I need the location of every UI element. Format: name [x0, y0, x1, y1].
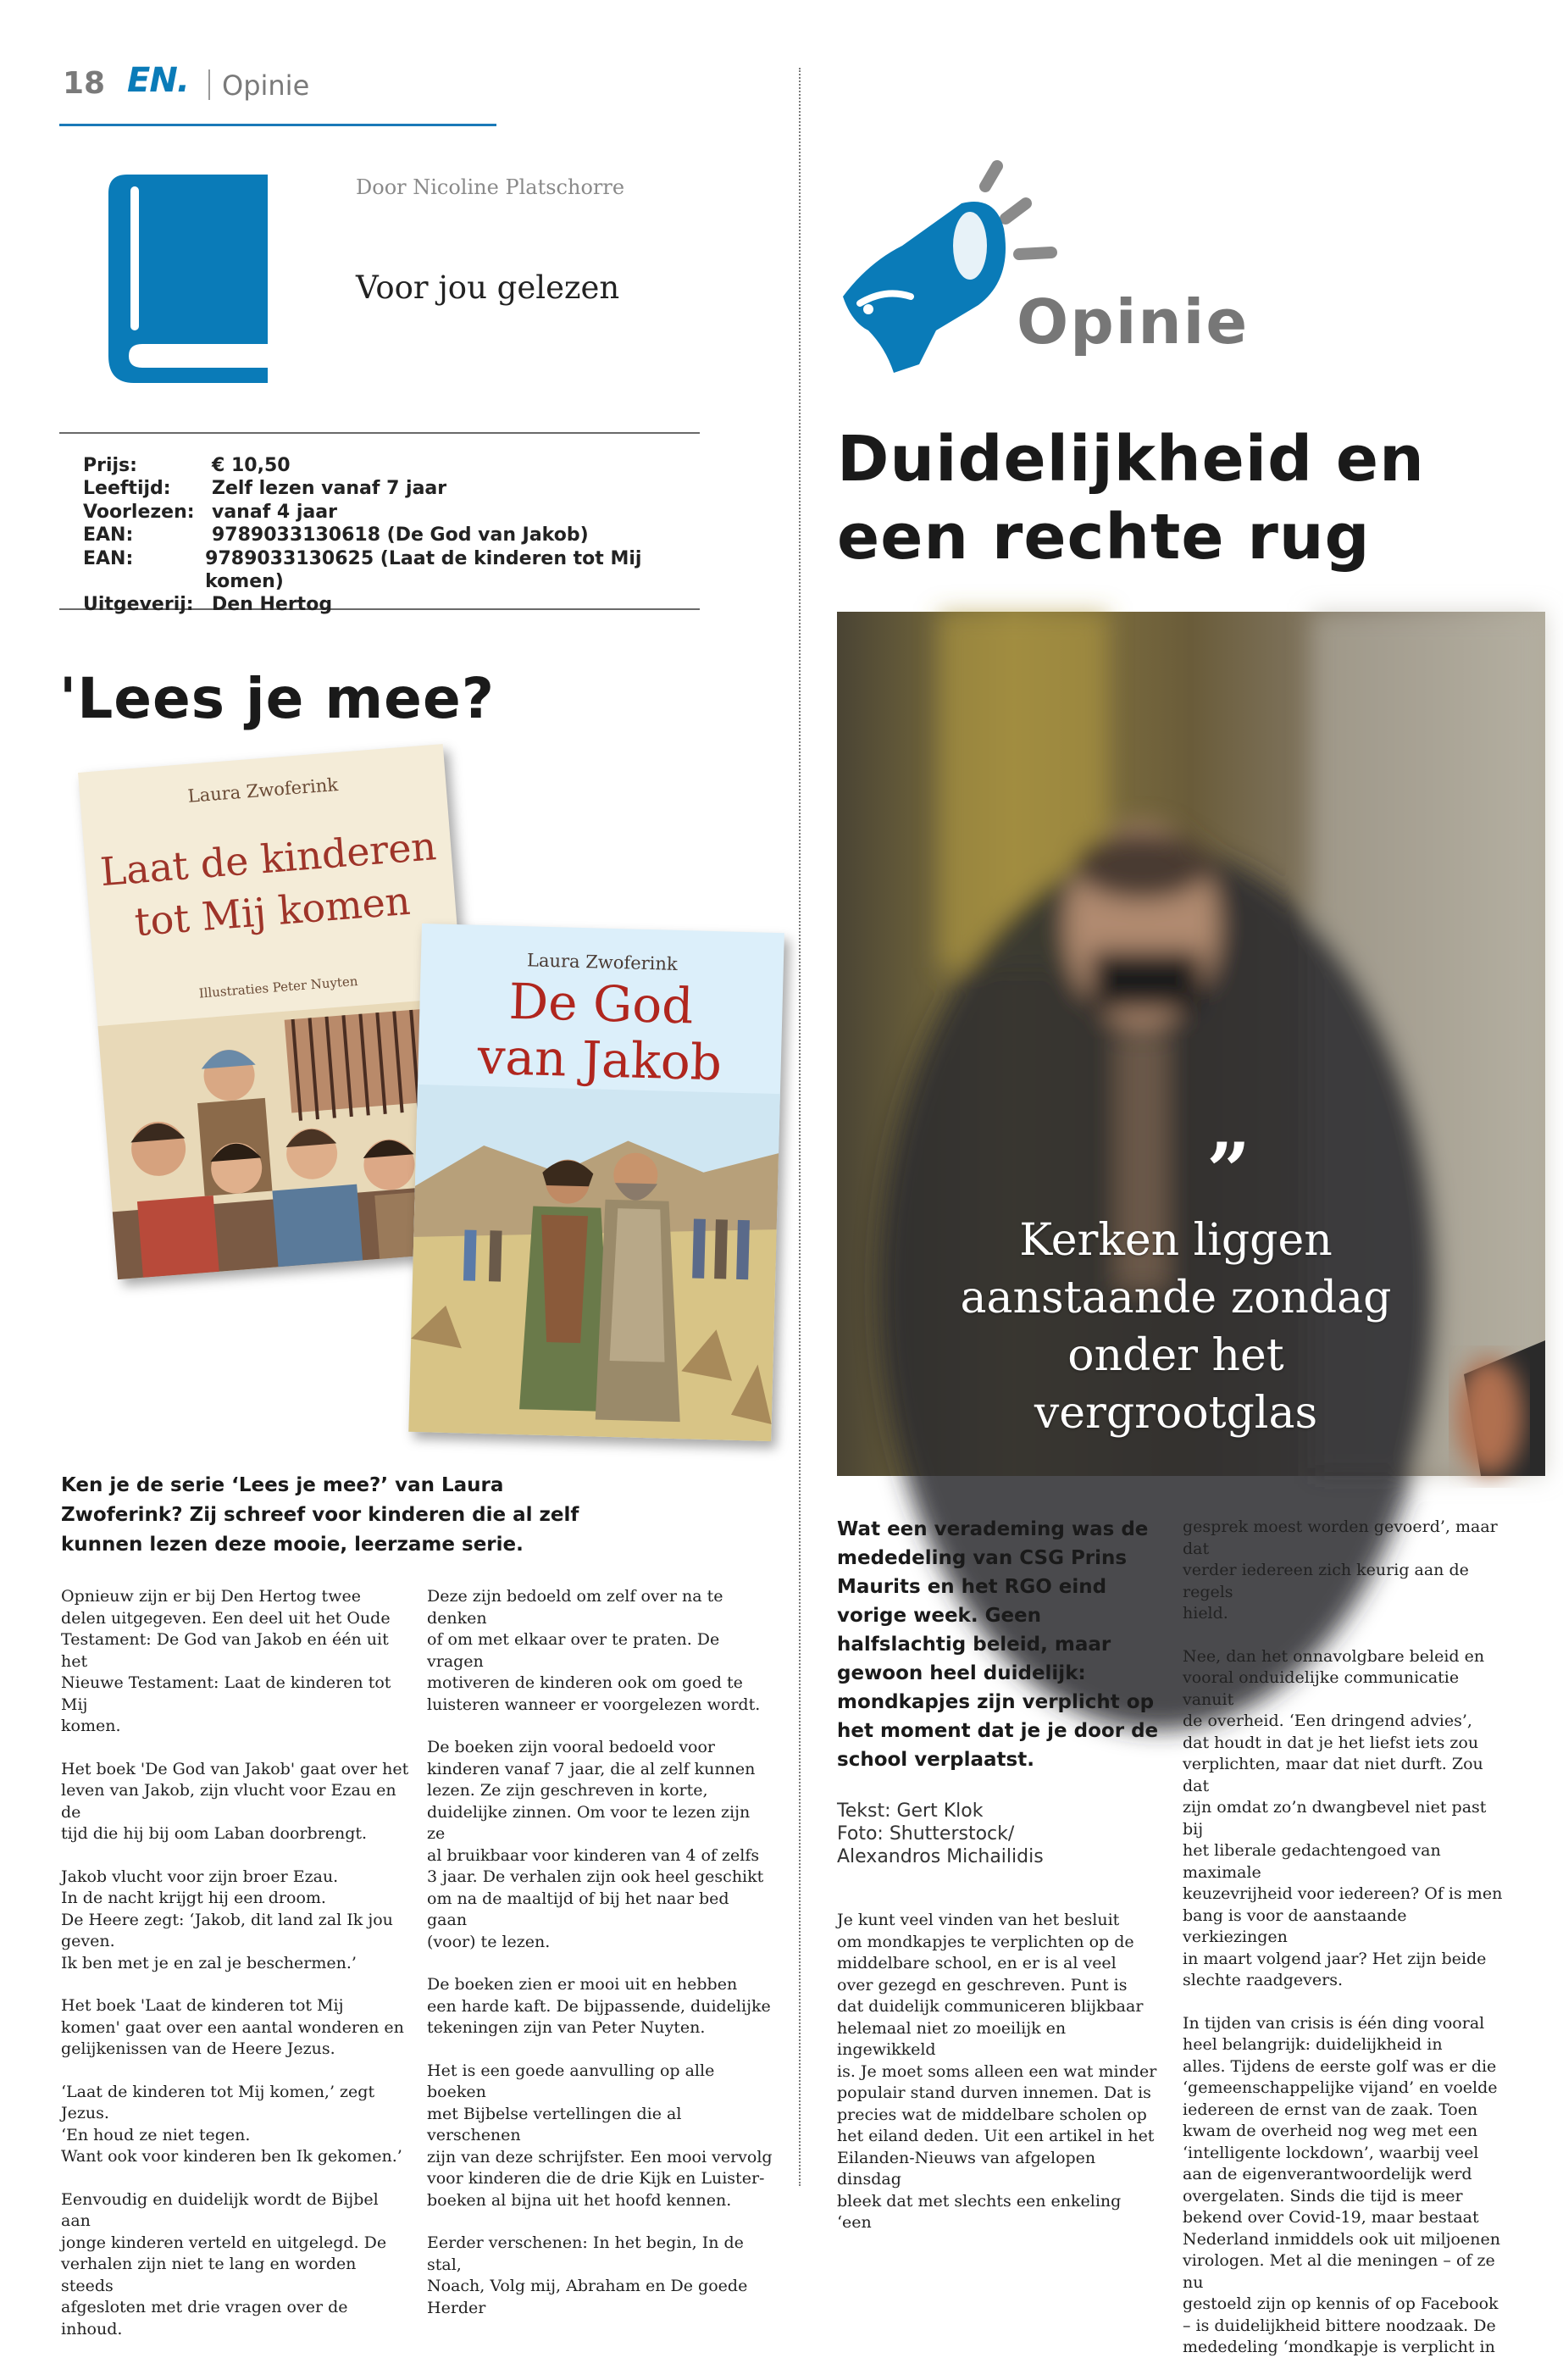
cover-title-line: tot Mij komen	[132, 877, 413, 946]
page-number: 18	[63, 66, 106, 101]
info-label: Prijs:	[83, 455, 137, 476]
book-info-box	[59, 432, 700, 616]
info-row-ean-1	[83, 524, 700, 546]
paragraph: Eenvoudig en duidelijk wordt de Bijbel aan jonge kinderen verteld en uitgelegd. De verhalen zijn niet te lang en worden steeds afgesloten met drie vragen over de inhoud.	[61, 2189, 387, 2338]
header-separator	[208, 69, 210, 100]
credit-photo: Foto: Shutterstock/ Alexandros Michailidis	[837, 1823, 1044, 1867]
info-row-publisher	[83, 593, 700, 616]
review-column-1	[61, 1586, 410, 2361]
headline-line: Duidelijkheid en	[837, 423, 1425, 496]
paragraph: Het boek 'De God van Jakob' gaat over het leven van Jakob, zijn vlucht voor Ezau en de tijd die hij bij oom Laban doorbrengt.	[61, 1759, 409, 1843]
quote-mark: ”	[1206, 1126, 1250, 1216]
info-row-readaloud	[83, 501, 700, 524]
info-value: 9789033130625 (Laat de kinderen tot Mij komen)	[205, 547, 642, 593]
cover-title-line: Laat de kinderen	[98, 823, 438, 896]
opinion-intro: Wat een verademing was de mededeling van CSG Prins Maurits en het RGO eind vorige week. Geen halfslachtig beleid, maar gewoon heel duidelijk: mondkapjes zijn verplicht op het moment dat je je door de school verplaatst.	[837, 1518, 1159, 1771]
paragraph: ‘Laat de kinderen tot Mij komen,’ zegt Jezus. ‘En houd ze niet tegen. Want ook voor kinderen ben Ik gekomen.’	[61, 2082, 402, 2166]
paragraph: Nee, dan het onnavolgbare beleid en vooral onduidelijke communicatie vanuit de overheid. ‘Een dringend advies’, dat houdt in dat je het liefst iets zou verplichten, maar dat niet durft. Zou dat zijn omdat zo’n dwangbevel niet past bij het liberale gedachtengoed van maximale keuzevrijheid voor iedereen? Of is men bang is voor de aanstaande verkiezingen in maart volgend jaar? Het zijn beide slechte raadgevers.	[1183, 1646, 1503, 1989]
paragraph: Je kunt veel vinden van het besluit om mondkapjes te verplichten op de middelbare school, en er is al veel over gezegd en geschreven. Punt is dat duidelijk communiceren blijkbaar helemaal niet zo moeilijk en ingewikkeld is. Je moet soms alleen een wat minder populair stand durven innemen. Dat is precies wat de middelbare scholen op het eiland deden. Uit een artikel in het Eilanden-Nieuws van afgelopen dinsdag bleek dat met slechts een enkeling ‘een	[837, 1911, 1157, 2232]
opinion-headline	[837, 420, 1532, 576]
review-intro: Ken je de serie ‘Lees je mee?’ van Laura Zwoferink? Zij schreef voor kinderen die al zelf kunnen lezen deze mooie, leerzame serie.	[61, 1474, 579, 1556]
info-label: EAN:	[83, 547, 134, 569]
paragraph: Jakob vlucht voor zijn broer Ezau. In de nacht krijgt hij een droom. De Heere zegt: ‘Jakob, dit land zal Ik jou geven. Ik ben met je en zal je beschermen.’	[61, 1867, 393, 1972]
paragraph: De boeken zien er mooi uit en hebben een harde kaft. De bijpassende, duidelijke tekeningen zijn van Peter Nuyten.	[427, 1975, 771, 2037]
info-label: Leeftijd:	[83, 478, 171, 500]
cover-illustration	[408, 1085, 780, 1441]
paragraph: Eerder verschenen: In het begin, In de stal, Noach, Volg mij, Abraham en De goede Herder	[427, 2233, 748, 2317]
opinion-column-1	[837, 1910, 1159, 2255]
info-row-ean-2	[83, 547, 700, 594]
column-divider	[799, 68, 801, 2186]
info-value: vanaf 4 jaar	[212, 501, 337, 523]
book-cover-de-god-van-jakob	[408, 924, 784, 1441]
column-title: Voor jou gelezen	[356, 269, 620, 306]
cover-title-line: van Jakob	[476, 1027, 723, 1092]
review-headline: 'Lees je mee?	[59, 666, 495, 731]
info-label: Voorlezen:	[83, 501, 195, 523]
byline: Door Nicoline Platschorre	[356, 175, 625, 199]
cover-title-line: De God	[507, 972, 695, 1035]
credits	[837, 1800, 1159, 1868]
info-value: Den Hertog	[212, 594, 333, 616]
header-rule	[59, 124, 496, 126]
cover-title	[84, 818, 457, 952]
opinion-label: Opinie	[1017, 286, 1250, 358]
headline-line: een rechte rug	[837, 501, 1371, 574]
paragraph: Deze zijn bedoeld om zelf over na te denken of om met elkaar over te praten. De vragen motiveren de kinderen ook om goed te luisteren wanneer er voorgelezen wordt.	[427, 1587, 761, 1714]
info-label: Uitgeverij:	[83, 594, 194, 616]
pull-quote: Kerken liggen aanstaande zondag onder het vergrootglas	[960, 1215, 1392, 1439]
cover-author: Laura Zwoferink	[526, 950, 678, 974]
info-row-price	[83, 454, 700, 477]
publication-logo: EN.	[127, 61, 189, 100]
article-photo	[837, 612, 1545, 1476]
paragraph: Het boek 'Laat de kinderen tot Mij komen' gaat over een aantal wonderen en gelijkenissen van de Heere Jezus.	[61, 1996, 404, 2058]
info-row-age	[83, 477, 700, 500]
opinion-column-2	[1183, 1517, 1505, 2380]
credit-text: Tekst: Gert Klok	[837, 1800, 984, 1822]
info-value: 9789033130618 (De God van Jakob)	[212, 524, 589, 546]
review-column-2	[427, 1586, 773, 2340]
info-label: EAN:	[83, 524, 134, 546]
cover-author: Laura Zwoferink	[186, 774, 339, 807]
paragraph: Opnieuw zijn er bij Den Hertog twee delen uitgegeven. Een deel uit het Oude Testament: De God van Jakob en één uit het Nieuwe Testament: Laat de kinderen tot Mij komen.	[61, 1587, 391, 1735]
cover-illustrator: Illustraties Peter Nuyten	[198, 973, 359, 1001]
cover-title	[418, 971, 783, 1092]
book-icon	[108, 175, 278, 383]
info-value: Zelf lezen vanaf 7 jaar	[212, 478, 447, 500]
paragraph: Het is een goede aanvulling op alle boeken met Bijbelse vertellingen die al verschenen zijn van deze schrijfster. Een mooi vervolg voor kinderen die de drie Kijk en Luister- boeken al bijna uit het hoofd kennen.	[427, 2061, 773, 2210]
paragraph: gesprek moest worden gevoerd’, maar dat verder iedereen zich keurig aan de regels hield.	[1183, 1517, 1498, 1623]
paragraph: De boeken zijn vooral bedoeld voor kinderen vanaf 7 jaar, die al zelf kunnen lezen. Ze zijn geschreven in korte, duidelijke zinnen. Om voor te lezen zijn ze al bruikbaar voor kinderen van 4 of zelfs 3 jaar. De verhalen zijn ook heel geschikt om na de maaltijd of bij het naar bed gaan (voor) te lezen.	[427, 1738, 764, 1951]
section-label: Opinie	[222, 69, 310, 102]
info-value: € 10,50	[212, 455, 291, 476]
paragraph: In tijden van crisis is één ding vooral heel belangrijk: duidelijkheid in alles. Tijdens de eerste golf was er die ‘gemeenschappelijke vijand’ en voelde iedereen de ernst van de zaak. Toen kwam de overheid nog weg met een ‘intelligente lockdown’, waarbij veel aan de eigenverantwoordelijk werd overgelaten. Sinds die tijd is meer bekend over Covid-19, maar bestaat Nederland inmiddels ook uit miljoenen virologen. Met al die meningen – of ze nu gestoeld zijn op kennis of op Facebook – is duidelijkheid bittere noodzaak. De mededeling ‘mondkapje is verplicht in	[1183, 2013, 1500, 2356]
